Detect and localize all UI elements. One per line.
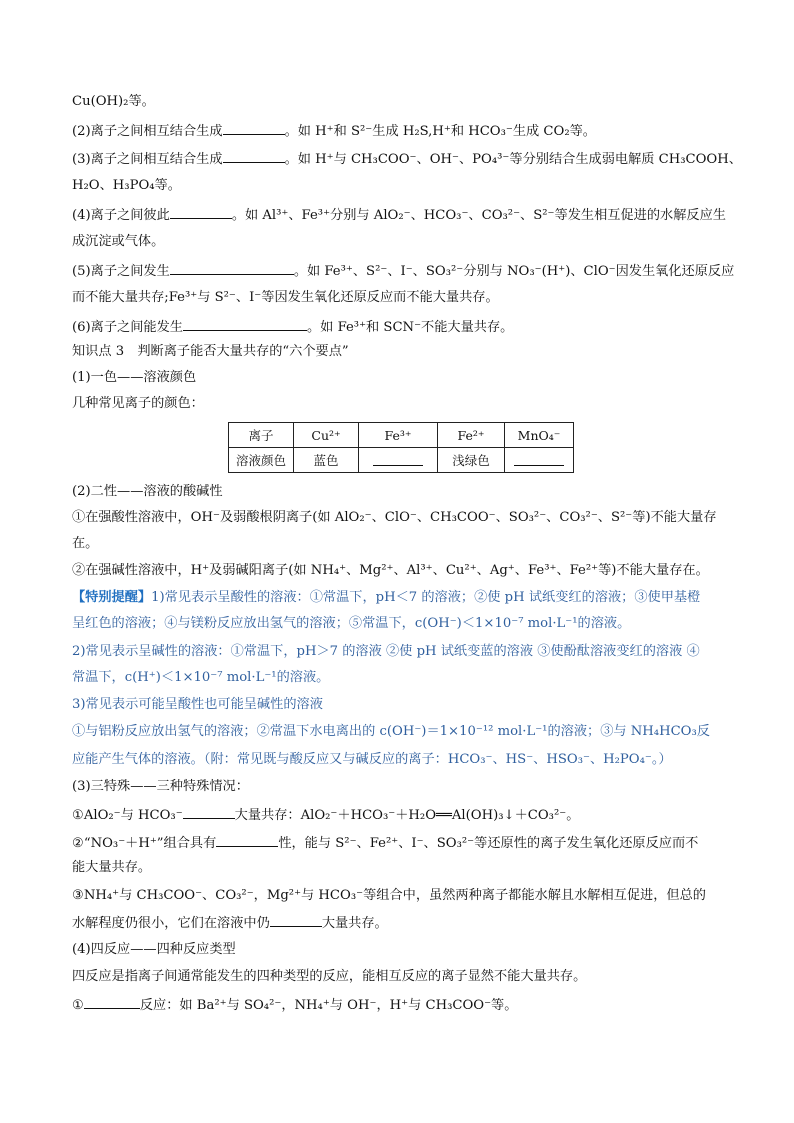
fill-blank[interactable] <box>84 994 140 1009</box>
fill-blank[interactable] <box>183 316 307 331</box>
fill-blank[interactable] <box>216 832 278 847</box>
fill-blank[interactable] <box>514 451 564 466</box>
section-heading: 知识点 3 判断离子能否大量共存的“六个要点” <box>72 344 349 359</box>
text-line: Cu(OH)₂等。 <box>72 94 155 109</box>
table-cell: Cu²⁺ <box>294 423 359 448</box>
text-line: ①在强酸性溶液中，OH⁻及弱酸根阴离子(如 AlO₂⁻、ClO⁻、CH₃COO⁻、SO₃²⁻、CO₃²⁻、S²⁻等)不能大量存 <box>72 510 717 525</box>
table-header-row <box>229 423 574 448</box>
note-line: ①与铝粉反应放出氢气的溶液；②常温下水电离出的 c(OH⁻)＝1×10⁻¹² mol·L⁻¹的溶液；③与 NH₄HCO₃反 <box>72 724 710 739</box>
text-line: (4)离子之间彼此 。如 Al³⁺、Fe³⁺分别与 AlO₂⁻、HCO₃⁻、CO₃²⁻、S²⁻等发生相互促进的水解反应生 <box>72 204 732 226</box>
text-line: 水解程度仍很小，它们在溶液中仍 大量共存。 <box>72 912 732 934</box>
text-line: 能大量共存。 <box>72 860 152 875</box>
table-cell: MnO₄⁻ <box>505 423 574 448</box>
subsection-heading: (2)二性——溶液的酸碱性 <box>72 484 223 499</box>
subsection-heading: (4)四反应——四种反应类型 <box>72 942 236 957</box>
fill-blank[interactable] <box>223 148 285 163</box>
table-cell: 蓝色 <box>294 448 359 473</box>
text-line: 几种常见离子的颜色： <box>72 396 204 411</box>
text-line: (5)离子之间发生 。如 Fe³⁺、S²⁻、I⁻、SO₃²⁻分别与 NO₃⁻(H⁺)、ClO⁻因发生氧化还原反应 <box>72 260 732 282</box>
fill-blank[interactable] <box>270 912 322 927</box>
table-cell: 浅绿色 <box>438 448 505 473</box>
text-line: ① 反应：如 Ba²⁺与 SO₄²⁻，NH₄⁺与 OH⁻，H⁺与 CH₃COO⁻等。 <box>72 994 732 1016</box>
table-cell: 离子 <box>229 423 294 448</box>
table-cell: Fe²⁺ <box>438 423 505 448</box>
text-line: (3)离子之间相互结合生成 。如 H⁺与 CH₃COO⁻、OH⁻、PO₄³⁻等分别结合生成弱电解质 CH₃COOH、 <box>72 148 732 170</box>
table-cell: 溶液颜色 <box>229 448 294 473</box>
note-line: 3)常见表示可能呈酸性也可能呈碱性的溶液 <box>72 697 323 712</box>
text-line: (2)离子之间相互结合生成 。如 H⁺和 S²⁻生成 H₂S,H⁺和 HCO₃⁻生成 CO₂等。 <box>72 120 732 142</box>
note-line: 常温下，c(H⁺)＜1×10⁻⁷ mol·L⁻¹的溶液。 <box>72 670 330 685</box>
text-line: 成沉淀或气体。 <box>72 234 165 249</box>
fill-blank[interactable] <box>223 120 285 135</box>
text-line: ②在强碱性溶液中，H⁺及弱碱阳离子(如 NH₄⁺、Mg²⁺、Al³⁺、Cu²⁺、Ag⁺、Fe³⁺、Fe²⁺等)不能大量存在。 <box>72 563 709 578</box>
fill-blank[interactable] <box>170 204 232 219</box>
ion-color-table <box>228 422 574 473</box>
note-line: 应能产生气体的溶液。（附：常见既与酸反应又与碱反应的离子：HCO₃⁻、HS⁻、HSO₃⁻、H₂PO₄⁻。） <box>72 752 672 767</box>
text-line: H₂O、H₃PO₄等。 <box>72 178 181 193</box>
note-line: 【特别提醒】1)常见表示呈酸性的溶液：①常温下，pH＜7 的溶液；②使 pH 试纸变红的溶液；③使甲基橙 <box>72 590 701 605</box>
fill-blank[interactable] <box>170 260 294 275</box>
subsection-heading: (3)三特殊——三种特殊情况： <box>72 779 249 794</box>
text-line: ③NH₄⁺与 CH₃COO⁻、CO₃²⁻，Mg²⁺与 HCO₃⁻等组合中，虽然两种离子都能水解且水解相互促进，但总的 <box>72 888 706 903</box>
note-line: 呈红色的溶液；④与镁粉反应放出氢气的溶液；⑤常温下，c(OH⁻)＜1×10⁻⁷ mol·L⁻¹的溶液。 <box>72 616 631 631</box>
table-cell-blank[interactable] <box>359 448 438 473</box>
special-tip-label: 【特别提醒】 <box>72 590 152 605</box>
note-line: 2)常见表示呈碱性的溶液：①常温下，pH＞7 的溶液 ②使 pH 试纸变蓝的溶液 ③使酚酞溶液变红的溶液 ④ <box>72 644 700 659</box>
text-line: 在。 <box>72 536 99 551</box>
text-line: (6)离子之间能发生 。如 Fe³⁺和 SCN⁻不能大量共存。 <box>72 316 732 338</box>
text-line: 四反应是指离子间通常能发生的四种类型的反应，能相互反应的离子显然不能大量共存。 <box>72 969 587 984</box>
text-line: 而不能大量共存;Fe³⁺与 S²⁻、I⁻等因发生氧化还原反应而不能大量共存。 <box>72 290 499 305</box>
table-cell-blank[interactable] <box>505 448 574 473</box>
text-line: ②“NO₃⁻＋H⁺”组合具有 性，能与 S²⁻、Fe²⁺、I⁻、SO₃²⁻等还原性的离子发生氧化还原反应而不 <box>72 832 732 854</box>
table-row <box>229 448 574 473</box>
table-cell: Fe³⁺ <box>359 423 438 448</box>
fill-blank[interactable] <box>183 804 235 819</box>
text-line: ①AlO₂⁻与 HCO₃⁻ 大量共存：AlO₂⁻＋HCO₃⁻＋H₂O══Al(OH)₃↓＋CO₃²⁻。 <box>72 804 732 826</box>
fill-blank[interactable] <box>373 451 423 466</box>
subsection-heading: (1)一色——溶液颜色 <box>72 370 197 385</box>
